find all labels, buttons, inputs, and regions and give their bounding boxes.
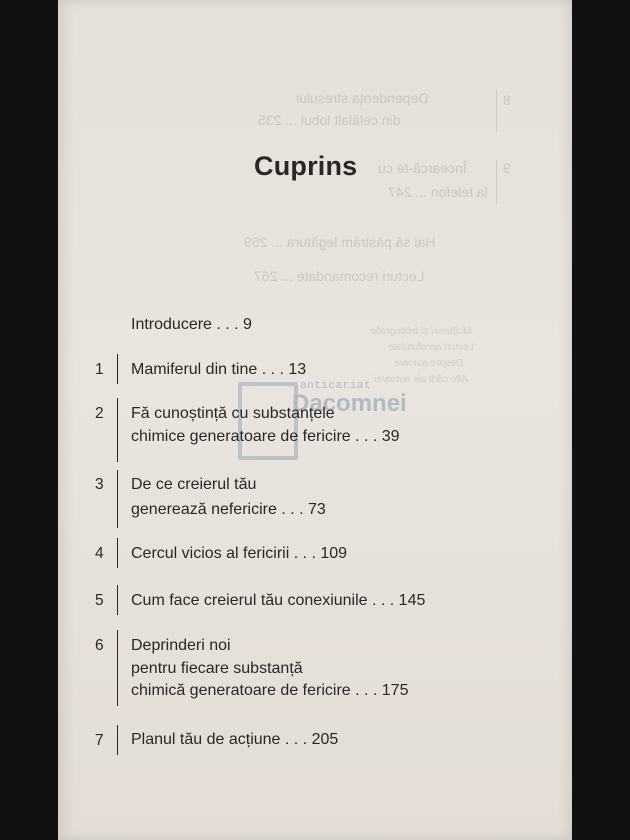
ghost-line: Dependența stresului xyxy=(296,90,429,106)
toc-entry-text: Introducere . . . 9 xyxy=(131,316,252,333)
chapter-number: 1 xyxy=(95,361,104,378)
chapter-number: 5 xyxy=(95,592,104,609)
chapter-bar xyxy=(117,725,118,755)
chapter-number: 4 xyxy=(95,545,104,562)
toc-entry-text: Planul tău de acțiune . . . 205 xyxy=(131,731,339,748)
ghost-line: la telefon ... 247 xyxy=(388,184,488,200)
chapter-bar xyxy=(117,630,118,706)
toc-entry-text: chimice generatoare de fericire . . . 39 xyxy=(131,427,400,445)
ghost-line: Mulțumiri și bibliografie xyxy=(370,326,472,337)
toc-entry-text: Mamiferul din tine . . . 13 xyxy=(131,361,307,378)
toc-chapter-2 xyxy=(131,403,400,448)
ghost-bar xyxy=(496,160,497,204)
toc-entry-text: Cercul vicios al fericirii . . . 109 xyxy=(131,545,348,562)
ghost-line: Lecturi aprofundate xyxy=(388,342,475,353)
toc-entry-text: pentru fiecare substanță xyxy=(131,659,303,677)
toc-chapter-3 xyxy=(131,474,326,521)
chapter-bar xyxy=(117,585,118,615)
ghost-line: din celălalt lobul ... 235 xyxy=(258,112,401,128)
ghost-bar xyxy=(496,90,497,132)
chapter-bar xyxy=(117,354,118,384)
chapter-number: 2 xyxy=(95,405,104,422)
chapter-bar xyxy=(117,470,118,528)
chapter-number: 7 xyxy=(95,732,104,749)
toc-entry-text: chimică generatoare de fericire . . . 175 xyxy=(131,682,409,699)
chapter-bar xyxy=(117,538,118,568)
toc-chapter-5 xyxy=(131,590,425,613)
toc-chapter-7 xyxy=(131,729,338,752)
ghost-line: Despre autoare xyxy=(394,358,463,369)
toc-entry-text: Cum face creierul tău conexiunile . . . 145 xyxy=(131,592,426,609)
ghost-line: Alte cărți ale autoarei xyxy=(374,374,468,385)
watermark-text-top: anticariat xyxy=(300,380,372,392)
page-title: Cuprins xyxy=(254,151,358,181)
toc-chapter-4 xyxy=(131,543,347,566)
toc-entry-text: generează nefericire . . . 73 xyxy=(131,500,326,518)
ghost-number: 8 xyxy=(503,92,511,108)
chapter-number: 6 xyxy=(95,637,104,654)
book-page xyxy=(58,0,572,840)
toc-entry-text: Fă cunoștință cu substanțele xyxy=(131,405,335,422)
chapter-number: 3 xyxy=(95,476,104,493)
toc-chapter-1 xyxy=(131,359,306,382)
ghost-line: Hai să păstrăm legătura ... 259 xyxy=(244,234,436,250)
ghost-number: 9 xyxy=(503,160,511,176)
ghost-line: Încearcă-te cu xyxy=(378,160,467,176)
toc-entry-text: Deprinderi noi xyxy=(131,637,231,654)
watermark-text-main: Dacomnei xyxy=(292,390,407,417)
toc-chapter-6 xyxy=(131,635,408,703)
toc-introduction xyxy=(131,314,252,337)
chapter-bar xyxy=(117,398,118,462)
toc-entry-text: De ce creierul tău xyxy=(131,476,257,493)
ghost-line: Lecturi recomandate ... 267 xyxy=(254,268,425,284)
